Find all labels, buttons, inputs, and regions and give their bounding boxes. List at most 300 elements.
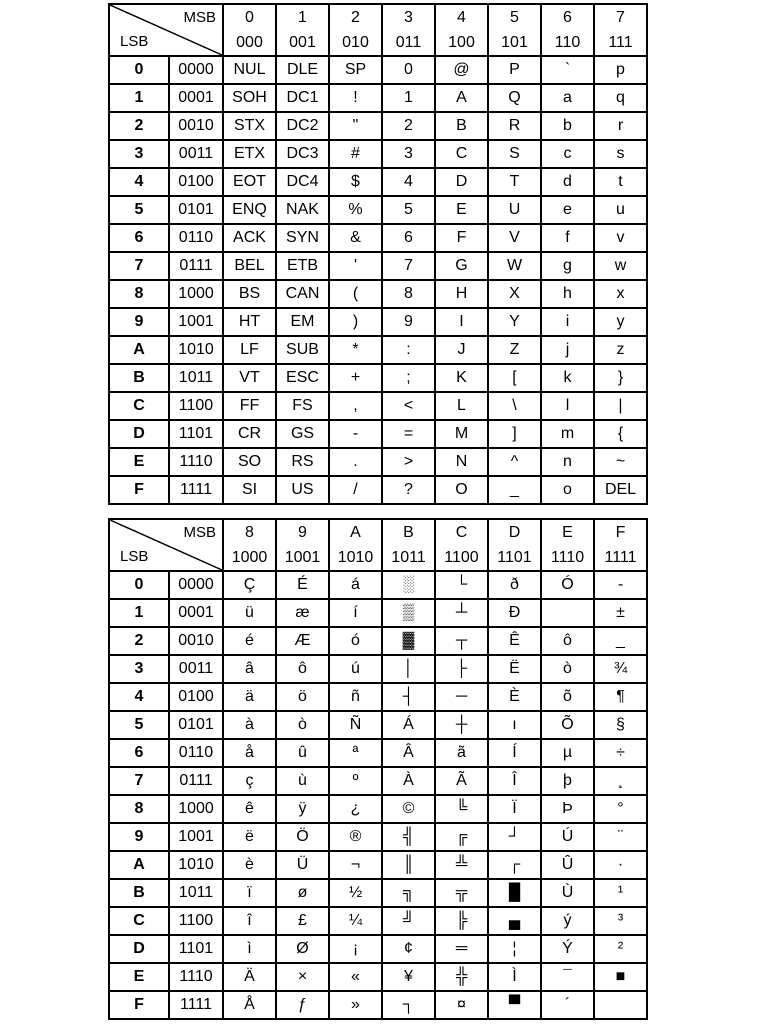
char-cell: ┌ <box>488 851 541 879</box>
char-cell: ¼ <box>329 907 382 935</box>
char-cell: t <box>594 168 647 196</box>
table-row <box>109 112 647 140</box>
lsb-hex-cell: F <box>109 476 169 504</box>
table-row <box>109 420 647 448</box>
char-cell: É <box>276 571 329 599</box>
char-cell: │ <box>382 655 435 683</box>
msb-hex-cell: C <box>435 519 488 545</box>
lsb-hex-cell: 1 <box>109 599 169 627</box>
char-cell: ╔ <box>435 823 488 851</box>
table-row <box>109 739 647 767</box>
table-row <box>109 599 647 627</box>
lsb-hex-cell: E <box>109 963 169 991</box>
char-cell: STX <box>223 112 276 140</box>
char-cell: Ü <box>276 851 329 879</box>
char-cell: a <box>541 84 594 112</box>
lsb-hex-cell: B <box>109 879 169 907</box>
lsb-hex-cell: D <box>109 935 169 963</box>
lsb-bin-cell: 1111 <box>169 476 223 504</box>
char-cell: ( <box>329 280 382 308</box>
msb-hex-cell: 5 <box>488 4 541 30</box>
char-cell: ¤ <box>435 991 488 1019</box>
lsb-bin-cell: 0010 <box>169 112 223 140</box>
char-cell: 0 <box>382 56 435 84</box>
char-cell: E <box>435 196 488 224</box>
char-cell: RS <box>276 448 329 476</box>
msb-bin-cell: 110 <box>541 30 594 56</box>
char-cell: P <box>488 56 541 84</box>
lsb-bin-cell: 1101 <box>169 420 223 448</box>
char-cell: ┬ <box>435 627 488 655</box>
table-row <box>109 907 647 935</box>
char-cell: CR <box>223 420 276 448</box>
char-cell: ├ <box>435 655 488 683</box>
char-cell: z <box>594 336 647 364</box>
char-cell: █ <box>488 879 541 907</box>
char-cell: ▓ <box>382 627 435 655</box>
char-cell: à <box>223 711 276 739</box>
char-cell: 4 <box>382 168 435 196</box>
lsb-bin-cell: 0001 <box>169 599 223 627</box>
lsb-bin-cell: 0000 <box>169 571 223 599</box>
char-cell: g <box>541 252 594 280</box>
lsb-bin-cell: 0000 <box>169 56 223 84</box>
lsb-bin-cell: 0101 <box>169 711 223 739</box>
msb-hex-cell: E <box>541 519 594 545</box>
msb-hex-cell: A <box>329 519 382 545</box>
char-cell: Y <box>488 308 541 336</box>
msb-hex-row <box>109 4 647 30</box>
char-cell: § <box>594 711 647 739</box>
lsb-bin-cell: 0111 <box>169 767 223 795</box>
table-row <box>109 767 647 795</box>
code-table-body <box>109 4 647 504</box>
char-cell: DC3 <box>276 140 329 168</box>
char-cell: ì <box>223 935 276 963</box>
char-cell: SOH <box>223 84 276 112</box>
char-cell: O <box>435 476 488 504</box>
char-cell: ¦ <box>488 935 541 963</box>
char-cell: û <box>276 739 329 767</box>
lsb-bin-cell: 0100 <box>169 683 223 711</box>
lsb-hex-cell: 7 <box>109 767 169 795</box>
char-cell: SI <box>223 476 276 504</box>
char-cell <box>541 599 594 627</box>
table-row <box>109 823 647 851</box>
msb-hex-cell: 1 <box>276 4 329 30</box>
char-cell: d <box>541 168 594 196</box>
lsb-hex-cell: C <box>109 907 169 935</box>
char-cell: ╦ <box>435 879 488 907</box>
char-cell: 7 <box>382 252 435 280</box>
lsb-hex-cell: 8 <box>109 280 169 308</box>
char-cell: ETB <box>276 252 329 280</box>
char-cell: Õ <box>541 711 594 739</box>
msb-bin-cell: 1101 <box>488 545 541 571</box>
char-cell: 3 <box>382 140 435 168</box>
char-cell: Ñ <box>329 711 382 739</box>
char-cell: % <box>329 196 382 224</box>
table-row <box>109 364 647 392</box>
table-row <box>109 308 647 336</box>
char-cell: ] <box>488 420 541 448</box>
char-cell: ! <box>329 84 382 112</box>
table-row <box>109 879 647 907</box>
char-cell: ® <box>329 823 382 851</box>
char-cell: Ö <box>276 823 329 851</box>
char-cell: ¾ <box>594 655 647 683</box>
char-cell: GS <box>276 420 329 448</box>
char-cell: ñ <box>329 683 382 711</box>
char-cell: R <box>488 112 541 140</box>
char-cell: ø <box>276 879 329 907</box>
char-cell: ~ <box>594 448 647 476</box>
lsb-bin-cell: 0111 <box>169 252 223 280</box>
char-cell: DC4 <box>276 168 329 196</box>
char-cell: £ <box>276 907 329 935</box>
char-cell: " <box>329 112 382 140</box>
lsb-bin-cell: 0110 <box>169 224 223 252</box>
char-cell: Û <box>541 851 594 879</box>
lsb-hex-cell: 4 <box>109 683 169 711</box>
lsb-hex-cell: 3 <box>109 655 169 683</box>
char-cell: # <box>329 140 382 168</box>
lsb-hex-cell: D <box>109 420 169 448</box>
char-cell: ƒ <box>276 991 329 1019</box>
char-cell: 5 <box>382 196 435 224</box>
lsb-bin-cell: 0001 <box>169 84 223 112</box>
char-cell: SO <box>223 448 276 476</box>
msb-hex-cell: 4 <box>435 4 488 30</box>
char-cell: Å <box>223 991 276 1019</box>
table-row <box>109 84 647 112</box>
char-cell: I <box>435 308 488 336</box>
char-cell: A <box>435 84 488 112</box>
table-row <box>109 627 647 655</box>
char-cell: S <box>488 140 541 168</box>
char-cell: · <box>594 851 647 879</box>
char-cell: ┴ <box>435 599 488 627</box>
table-row <box>109 252 647 280</box>
char-cell: } <box>594 364 647 392</box>
lsb-bin-cell: 1110 <box>169 448 223 476</box>
lsb-bin-cell: 0110 <box>169 739 223 767</box>
lsb-hex-cell: 2 <box>109 112 169 140</box>
char-cell: b <box>541 112 594 140</box>
char-cell: SUB <box>276 336 329 364</box>
char-cell: U <box>488 196 541 224</box>
char-cell: ü <box>223 599 276 627</box>
char-cell: $ <box>329 168 382 196</box>
char-cell: - <box>329 420 382 448</box>
msb-label: MSB <box>183 9 216 26</box>
char-cell: q <box>594 84 647 112</box>
char-cell: H <box>435 280 488 308</box>
char-cell: ¥ <box>382 963 435 991</box>
lsb-bin-cell: 0100 <box>169 168 223 196</box>
char-cell: ı <box>488 711 541 739</box>
char-cell: ÿ <box>276 795 329 823</box>
char-cell: L <box>435 392 488 420</box>
msb-bin-cell: 1011 <box>382 545 435 571</box>
char-cell: ESC <box>276 364 329 392</box>
char-cell: ACK <box>223 224 276 252</box>
char-cell: / <box>329 476 382 504</box>
msb-bin-cell: 1001 <box>276 545 329 571</box>
char-cell: N <box>435 448 488 476</box>
char-cell: î <box>223 907 276 935</box>
char-cell: ¬ <box>329 851 382 879</box>
char-cell: > <box>382 448 435 476</box>
char-cell: BS <box>223 280 276 308</box>
lsb-hex-cell: 9 <box>109 823 169 851</box>
char-cell: s <box>594 140 647 168</box>
char-cell: ) <box>329 308 382 336</box>
char-cell: f <box>541 224 594 252</box>
char-cell: ù <box>276 767 329 795</box>
msb-hex-cell: 6 <box>541 4 594 30</box>
table-row <box>109 655 647 683</box>
char-cell: = <box>382 420 435 448</box>
char-cell: ½ <box>329 879 382 907</box>
char-cell: Þ <box>541 795 594 823</box>
code-table-lower <box>108 518 648 1020</box>
table-row <box>109 795 647 823</box>
char-cell: ÷ <box>594 739 647 767</box>
char-cell: Ê <box>488 627 541 655</box>
char-cell: ╩ <box>435 851 488 879</box>
char-cell: ¯ <box>541 963 594 991</box>
msb-bin-cell: 001 <box>276 30 329 56</box>
char-cell: è <box>223 851 276 879</box>
char-cell: ' <box>329 252 382 280</box>
char-cell: « <box>329 963 382 991</box>
msb-hex-cell: 2 <box>329 4 382 30</box>
lsb-bin-cell: 1100 <box>169 907 223 935</box>
char-cell: Ç <box>223 571 276 599</box>
char-cell: Æ <box>276 627 329 655</box>
lsb-bin-cell: 0011 <box>169 140 223 168</box>
char-cell: V <box>488 224 541 252</box>
char-cell: . <box>329 448 382 476</box>
char-cell: h <box>541 280 594 308</box>
char-cell: ╠ <box>435 907 488 935</box>
char-cell: i <box>541 308 594 336</box>
char-cell: CAN <box>276 280 329 308</box>
char-cell: & <box>329 224 382 252</box>
char-cell: õ <box>541 683 594 711</box>
char-cell: À <box>382 767 435 795</box>
lsb-hex-cell: 0 <box>109 56 169 84</box>
char-cell: ┐ <box>382 991 435 1019</box>
lsb-bin-cell: 1001 <box>169 823 223 851</box>
lsb-bin-cell: 1000 <box>169 795 223 823</box>
char-cell: ▀ <box>488 991 541 1019</box>
char-cell: @ <box>435 56 488 84</box>
char-cell: ` <box>541 56 594 84</box>
char-cell: x <box>594 280 647 308</box>
char-cell: Q <box>488 84 541 112</box>
corner-cell <box>109 4 223 56</box>
lsb-bin-cell: 1100 <box>169 392 223 420</box>
lsb-hex-cell: 6 <box>109 739 169 767</box>
char-cell: EOT <box>223 168 276 196</box>
char-cell: G <box>435 252 488 280</box>
char-cell: ô <box>276 655 329 683</box>
lsb-hex-cell: 3 <box>109 140 169 168</box>
msb-hex-row <box>109 519 647 545</box>
table-row <box>109 224 647 252</box>
lsb-hex-cell: 0 <box>109 571 169 599</box>
char-cell: ╗ <box>382 879 435 907</box>
char-cell: Ä <box>223 963 276 991</box>
msb-hex-cell: 3 <box>382 4 435 30</box>
char-cell: └ <box>435 571 488 599</box>
char-cell: ┤ <box>382 683 435 711</box>
table-row <box>109 476 647 504</box>
char-cell: ± <box>594 599 647 627</box>
char-cell: Z <box>488 336 541 364</box>
char-cell: Ú <box>541 823 594 851</box>
lsb-bin-cell: 1101 <box>169 935 223 963</box>
char-cell: SP <box>329 56 382 84</box>
char-cell: ¿ <box>329 795 382 823</box>
table-row <box>109 683 647 711</box>
char-cell: 9 <box>382 308 435 336</box>
char-cell: T <box>488 168 541 196</box>
char-cell: 2 <box>382 112 435 140</box>
char-cell: D <box>435 168 488 196</box>
char-cell: ö <box>276 683 329 711</box>
table-row <box>109 280 647 308</box>
char-cell: ░ <box>382 571 435 599</box>
char-cell: Ó <box>541 571 594 599</box>
char-cell: SYN <box>276 224 329 252</box>
lsb-bin-cell: 1011 <box>169 879 223 907</box>
char-cell: ú <box>329 655 382 683</box>
char-cell: ï <box>223 879 276 907</box>
char-cell: 8 <box>382 280 435 308</box>
char-cell: Ù <box>541 879 594 907</box>
char-cell: k <box>541 364 594 392</box>
char-cell: © <box>382 795 435 823</box>
char-cell: æ <box>276 599 329 627</box>
lsb-bin-cell: 1001 <box>169 308 223 336</box>
char-cell: DC2 <box>276 112 329 140</box>
char-cell: ¨ <box>594 823 647 851</box>
msb-bin-cell: 1110 <box>541 545 594 571</box>
char-cell: ; <box>382 364 435 392</box>
char-cell: ¸ <box>594 767 647 795</box>
msb-bin-cell: 1111 <box>594 545 647 571</box>
char-cell: BEL <box>223 252 276 280</box>
code-table-upper <box>108 3 648 505</box>
msb-hex-cell: 0 <box>223 4 276 30</box>
char-cell: w <box>594 252 647 280</box>
char-cell: ■ <box>594 963 647 991</box>
char-cell: ô <box>541 627 594 655</box>
lsb-hex-cell: 5 <box>109 711 169 739</box>
lsb-bin-cell: 0011 <box>169 655 223 683</box>
table-row <box>109 196 647 224</box>
char-cell <box>594 991 647 1019</box>
lsb-hex-cell: B <box>109 364 169 392</box>
char-cell: Ï <box>488 795 541 823</box>
char-cell: NUL <box>223 56 276 84</box>
table-row <box>109 336 647 364</box>
lsb-bin-cell: 1110 <box>169 963 223 991</box>
char-cell: B <box>435 112 488 140</box>
char-cell: ╝ <box>382 907 435 935</box>
lsb-bin-cell: 0101 <box>169 196 223 224</box>
char-cell: ? <box>382 476 435 504</box>
lsb-hex-cell: E <box>109 448 169 476</box>
char-cell: c <box>541 140 594 168</box>
char-cell: È <box>488 683 541 711</box>
char-cell: _ <box>488 476 541 504</box>
char-cell: y <box>594 308 647 336</box>
lsb-hex-cell: 4 <box>109 168 169 196</box>
char-cell: ╚ <box>435 795 488 823</box>
char-cell: ─ <box>435 683 488 711</box>
char-cell: ý <box>541 907 594 935</box>
char-cell: Ë <box>488 655 541 683</box>
char-cell: ³ <box>594 907 647 935</box>
char-cell: ò <box>541 655 594 683</box>
lsb-bin-cell: 1000 <box>169 280 223 308</box>
char-cell: ┘ <box>488 823 541 851</box>
char-cell: o <box>541 476 594 504</box>
lsb-hex-cell: 2 <box>109 627 169 655</box>
char-cell: ENQ <box>223 196 276 224</box>
lsb-hex-cell: 8 <box>109 795 169 823</box>
char-cell: [ <box>488 364 541 392</box>
msb-bin-cell: 1100 <box>435 545 488 571</box>
msb-bin-cell: 1010 <box>329 545 382 571</box>
msb-hex-cell: 9 <box>276 519 329 545</box>
char-cell: º <box>329 767 382 795</box>
char-cell: á <box>329 571 382 599</box>
char-cell: ¢ <box>382 935 435 963</box>
char-cell: FF <box>223 392 276 420</box>
char-cell: VT <box>223 364 276 392</box>
msb-label: MSB <box>183 524 216 541</box>
lsb-hex-cell: 9 <box>109 308 169 336</box>
char-cell: Â <box>382 739 435 767</box>
char-cell: â <box>223 655 276 683</box>
char-cell: ╣ <box>382 823 435 851</box>
char-cell: j <box>541 336 594 364</box>
char-cell: m <box>541 420 594 448</box>
char-cell: DC1 <box>276 84 329 112</box>
msb-bin-cell: 011 <box>382 30 435 56</box>
char-cell: µ <box>541 739 594 767</box>
msb-bin-cell: 1000 <box>223 545 276 571</box>
char-cell: , <box>329 392 382 420</box>
lsb-bin-cell: 1011 <box>169 364 223 392</box>
char-cell: J <box>435 336 488 364</box>
char-cell: ç <box>223 767 276 795</box>
lsb-hex-cell: F <box>109 991 169 1019</box>
char-cell: X <box>488 280 541 308</box>
table-row <box>109 140 647 168</box>
char-cell: HT <box>223 308 276 336</box>
char-cell: FS <box>276 392 329 420</box>
char-cell: 1 <box>382 84 435 112</box>
table-row <box>109 56 647 84</box>
lsb-label: LSB <box>120 33 149 50</box>
char-cell: W <box>488 252 541 280</box>
